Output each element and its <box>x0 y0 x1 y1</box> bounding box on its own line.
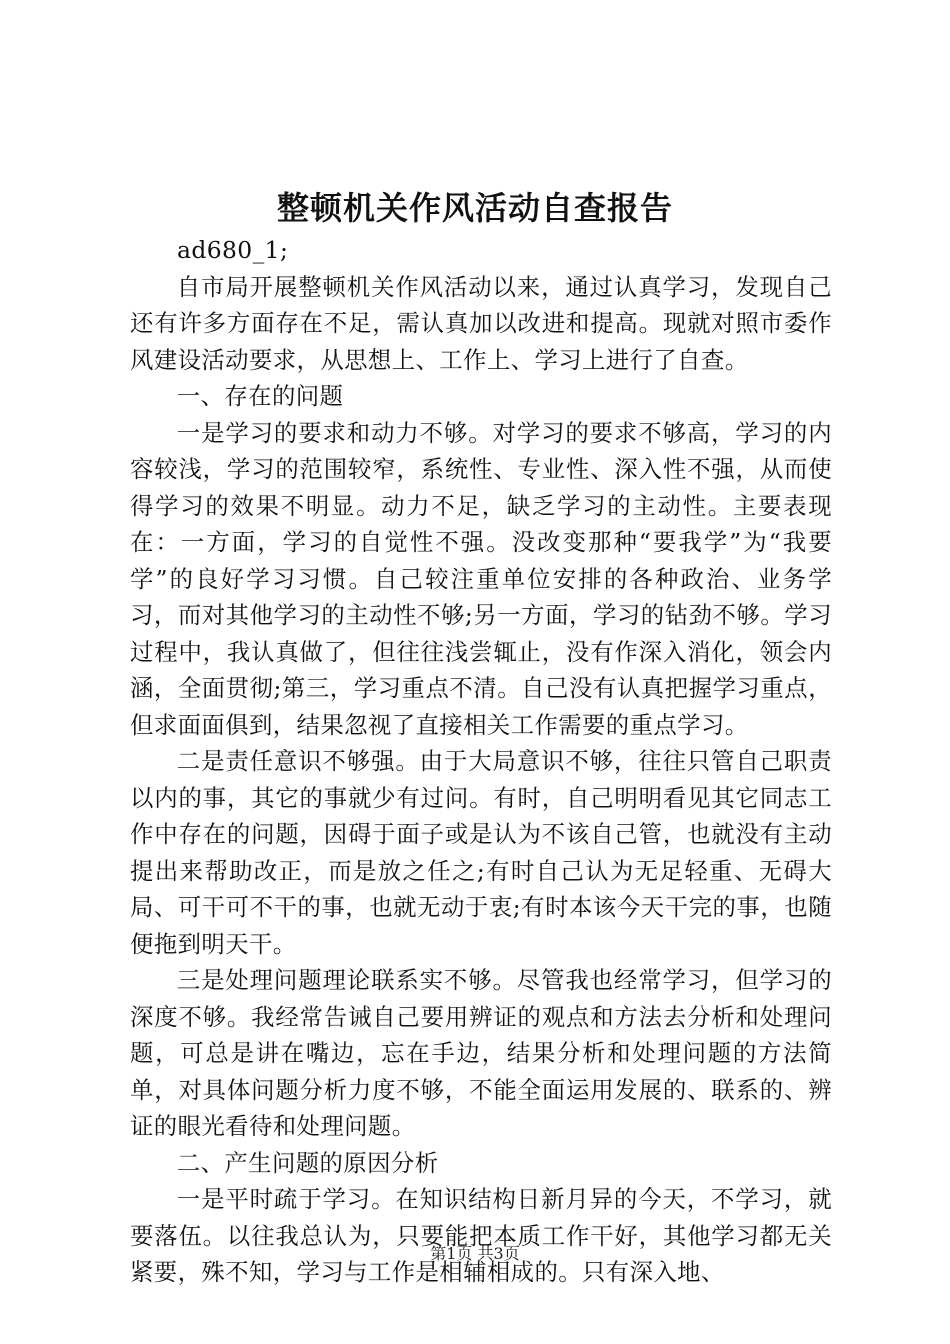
section-heading-problems: 一、存在的问题 <box>176 382 344 410</box>
section-heading-causes: 二、产生问题的原因分析 <box>176 1148 439 1177</box>
page-footer: 第1页 共3页 <box>430 1244 520 1263</box>
problem-paragraph-2: 二是责任意识不够强。由于大局意识不够，往往只管自己职责以内的事，其它的事就少有过问。有时，自己明明看见其它同志工作中存在的问题，因碍于面子或是认为不该自己管，也就没有主动提出来帮助改正，而是放之任之;有时自己认为无足轻重、无碍大局、可干可不干的事，也就无动于衷;有时本该今天干完的事，也随便拖到明天干。 <box>130 747 832 958</box>
document-body <box>130 232 832 1291</box>
intro-paragraph: 自市局开展整顿机关作风活动以来，通过认真学习，发现自己还有许多方面存在不足，需认真加以改进和提高。现就对照市委作风建设活动要求，从思想上、工作上、学习上进行了自查。 <box>130 272 832 374</box>
document-title: 整顿机关作风活动自查报告 <box>276 189 673 227</box>
document-code: ad680_1; <box>177 236 289 264</box>
cause-paragraph-1: 一是平时疏于学习。在知识结构日新月异的今天，不学习，就要落伍。以往我总认为，只要能把本质工作干好，其他学习都无关紧要，殊不知，学习与工作是相辅相成的。只有深入地、 <box>130 1185 832 1286</box>
problem-paragraph-1: 一是学习的要求和动力不够。对学习的要求不够高，学习的内容较浅，学习的范围较窄，系统性、专业性、深入性不强，从而使得学习的效果不明显。动力不足，缺乏学习的主动性。主要表现在：一方面，学习的自觉性不强。没改变那种“要我学”为“我要学”的良好学习习惯。自己较注重单位安排的各种政治、业务学习，而对其他学习的主动性不够;另一方面，学习的钻劲不够。学习过程中，我认真做了，但往往浅尝辄止，没有作深入消化，领会内涵，全面贯彻;第三，学习重点不清。自己没有认真把握学习重点，但求面面俱到，结果忽视了直接相关工作需要的重点学习。 <box>130 418 832 739</box>
problem-paragraph-3: 三是处理问题理论联系实不够。尽管我也经常学习，但学习的深度不够。我经常告诫自己要用辨证的观点和方法去分析和处理问题，可总是讲在嘴边，忘在手边，结果分析和处理问题的方法简单，对具体问题分析力度不够，不能全面运用发展的、联系的、辨证的眼光看待和处理问题。 <box>130 966 832 1140</box>
